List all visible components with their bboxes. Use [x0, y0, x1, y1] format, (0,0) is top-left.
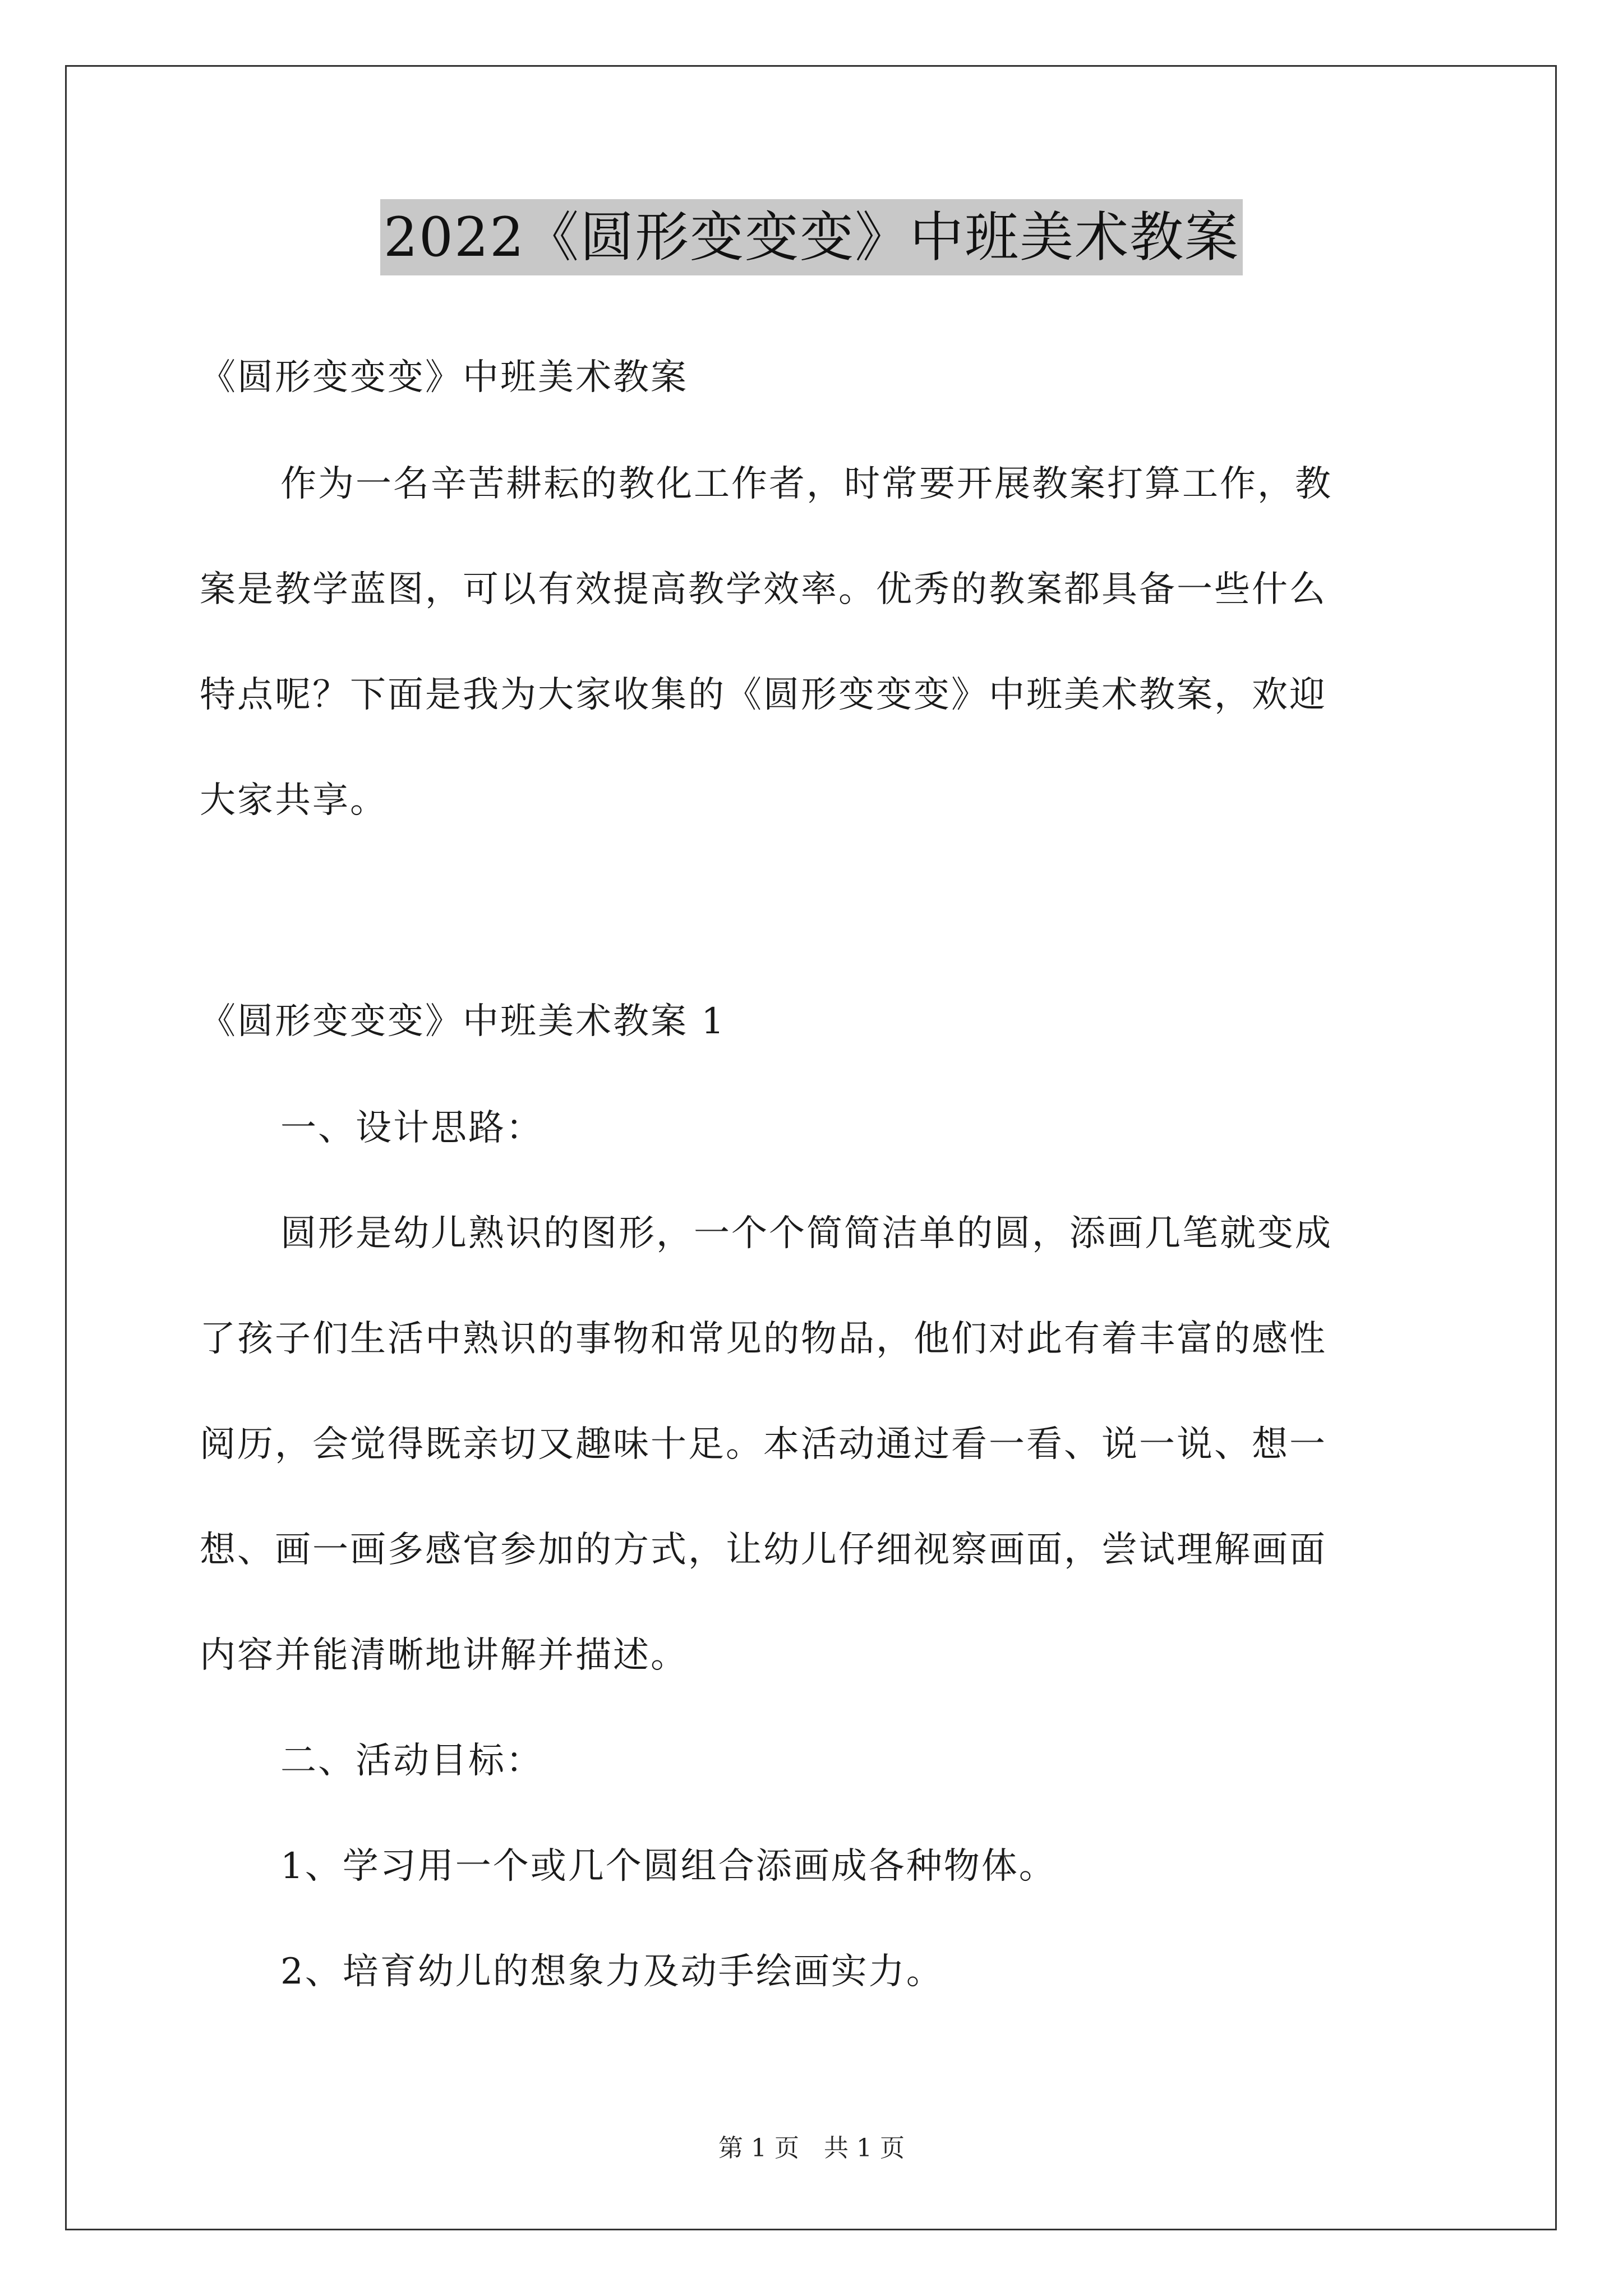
paragraph-line: 内容并能清晰地讲解并描述。: [200, 1635, 688, 1676]
list-item: 1、学习用一个或几个圆组合添画成各种物体。: [280, 1846, 1057, 1887]
section-heading: 《圆形变变变》中班美术教案 1: [200, 1001, 726, 1042]
paragraph-line: 想、画一画多感官参加的方式，让幼儿仔细视察画面，尝试理解画面: [200, 1529, 1327, 1571]
paragraph-line: 案是教学蓝图，可以有效提高教学效率。优秀的教案都具备一些什么: [200, 569, 1327, 610]
paragraph-line: 了孩子们生活中熟识的事物和常见的物品，他们对此有着丰富的感性: [200, 1318, 1327, 1360]
paragraph-line: 作为一名辛苦耕耘的教化工作者，时常要开展教案打算工作，教: [280, 463, 1332, 505]
subtitle: 《圆形变变变》中班美术教案: [200, 357, 688, 398]
page-footer: 第 1 页 共 1 页: [718, 2134, 905, 2162]
document-title: 2022《圆形变变变》中班美术教案: [380, 199, 1243, 275]
section-subheading: 一、设计思路：: [280, 1107, 543, 1149]
list-item: 2、培育幼儿的想象力及动手绘画实力。: [280, 1951, 944, 1993]
title-container: [0, 199, 1623, 275]
paragraph-line: 大家共享。: [200, 780, 388, 821]
paragraph-line: 圆形是幼儿熟识的图形，一个个简简洁单的圆，添画几笔就变成: [280, 1213, 1332, 1254]
section-subheading: 二、活动目标：: [280, 1740, 543, 1782]
paragraph-line: 特点呢？下面是我为大家收集的《圆形变变变》中班美术教案，欢迎: [200, 674, 1327, 716]
paragraph-line: 阅历，会觉得既亲切又趣味十足。本活动通过看一看、说一说、想一: [200, 1424, 1327, 1465]
